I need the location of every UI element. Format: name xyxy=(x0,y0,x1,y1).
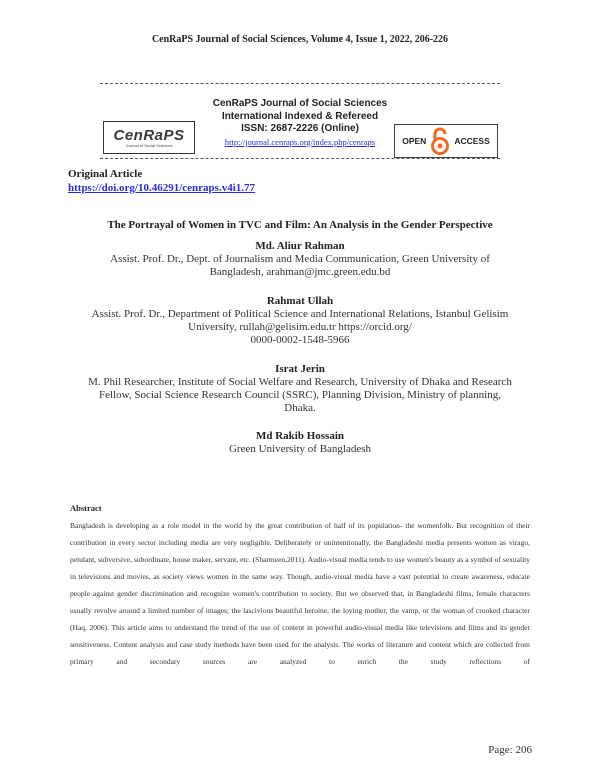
affiliation-line: Assist. Prof. Dr., Dept. of Journalism and Media Communication, Green University of xyxy=(110,253,490,265)
abstract-heading: Abstract xyxy=(70,503,102,513)
author-name: Md. Aliur Rahman xyxy=(255,240,345,252)
affiliation-line: M. Phil Researcher, Institute of Social Welfare and Research, University of Dhaka and Research xyxy=(88,376,512,388)
journal-name: CenRaPS Journal of Social Sciences xyxy=(212,98,388,109)
journal-issn: ISSN: 2687-2226 (Online) xyxy=(241,123,359,134)
journal-link[interactable]: http://journal.cenraps.org/index.php/cenraps xyxy=(224,136,376,147)
author-affiliation xyxy=(70,443,530,456)
affiliation-line: Fellow, Social Science Research Council (SSRC), Planning Division, Ministry of planning, xyxy=(99,389,501,401)
open-access-badge xyxy=(394,124,498,158)
open-lock-icon xyxy=(429,127,451,155)
affiliation-line: Dhaka. xyxy=(284,402,316,414)
logo-name: CenRaPS xyxy=(113,126,185,144)
affiliation-line: Assist. Prof. Dr., Department of Political Science and International Relations, Istanbul Gelisim xyxy=(91,308,509,320)
author-affiliation xyxy=(70,253,530,279)
open-access-left-label: OPEN xyxy=(402,136,427,146)
journal-indexing: International Indexed & Refereed xyxy=(221,110,379,122)
top-divider xyxy=(100,83,500,84)
open-access-right-label: ACCESS xyxy=(454,136,490,146)
logo-subtitle: Journal of Social Sciences xyxy=(125,142,173,148)
affiliation-line: University, rullah@gelisim.edu.tr https://orcid.org/ xyxy=(188,321,412,333)
article-type: Original Article xyxy=(68,168,143,180)
bottom-divider xyxy=(100,158,500,159)
journal-info xyxy=(190,98,410,148)
affiliation-line: Bangladesh, arahman@jmc.green.edu.bd xyxy=(209,266,391,278)
doi-link[interactable]: https://doi.org/10.46291/cenraps.v4i1.77 xyxy=(68,182,256,194)
journal-logo xyxy=(103,121,195,154)
author-name: Md Rakib Hossain xyxy=(255,430,345,442)
paper-title: The Portrayal of Women in TVC and Film: An Analysis in the Gender Perspective xyxy=(107,219,493,231)
author-affiliation xyxy=(70,308,530,347)
affiliation-line: 0000-0002-1548-5966 xyxy=(250,334,350,346)
author-affiliation xyxy=(70,376,530,415)
author-name: Israt Jerin xyxy=(275,363,325,375)
abstract-text: Bangladesh is developing as a role model in the world by the great contribution of half of its population- the womenfolk. But recognition of their contribution in every sector including media are very negligible. Deliberately or unintentionally, the Bangladeshi media presents women as virago, petulant, subversive, subordinate, house maker, servant, etc. (Sharmeen,2011). Audio-visual media tends to use women's beauty as a symbol of sexuality in televisions and movies, as society views women in the same way. Though, audio-visual media have a vast potential to create awareness, educate people against gender discrimination and recognize women's contribution to society. But we observed that, in Bangladeshi films, female characters usually revolve around a limited number of images; the lascivious beautiful heroine, the loving mother, the vamp, or the woman of crooked character (Haq, 2006). This article aims to understand the trend of the use of content in powerful audio-visual media like televisions and films and its gender sensitiveness. Content analysis and case study methods have been used for the analysis. The works of literature and content which are collected from primary and secondary sources are analyzed to enrich the study reflections of xyxy=(70,521,530,666)
author-name: Rahmat Ullah xyxy=(266,295,334,307)
running-header: CenRaPS Journal of Social Sciences, Volume 4, Issue 1, 2022, 206-226 xyxy=(151,34,449,45)
page-number: Page: 206 xyxy=(488,744,532,756)
affiliation-line: Green University of Bangladesh xyxy=(228,443,372,455)
